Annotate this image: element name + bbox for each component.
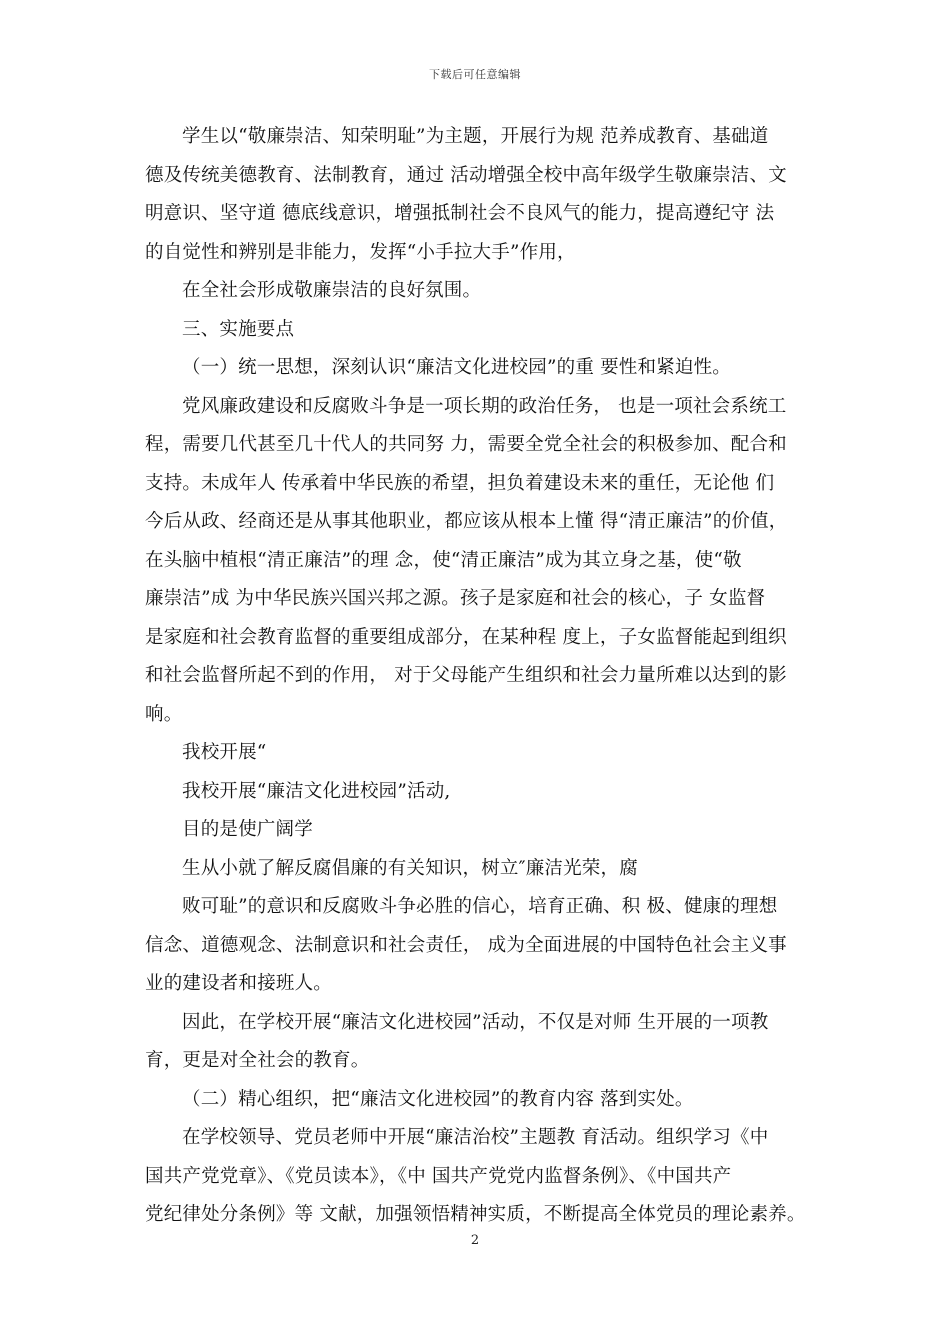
paragraph-therefore	[145, 1004, 817, 1081]
text-line: 目的是使广阔学	[182, 819, 313, 840]
text-line: 党风廉政建设和反腐败斗争是一项长期的政治任务， 也是一项社会系统工	[182, 395, 787, 417]
text-line: 在全社会形成敬廉崇洁的良好氛围。	[182, 280, 482, 301]
paragraph-school-start	[145, 734, 817, 773]
paragraph-leadership	[145, 1119, 817, 1235]
text-line: 学生以“敬廉崇洁、知荣明耻”为主题，开展行为规 范养成教育、基础道	[182, 126, 769, 147]
text-line: 明意识、坚守道 德底线意识，增强抵制社会不良风气的能力，提高遵纪守 法	[145, 203, 775, 224]
document-body	[145, 118, 817, 1235]
page-number: 2	[470, 1233, 480, 1248]
text-line: 党纪律处分条例》等 文献，加强领悟精神实质，不断提高全体党员的理论素养。	[145, 1204, 806, 1225]
heading-text: （二）精心组织，把“廉洁文化进校园”的教育内容 落到实处。	[182, 1088, 694, 1110]
paragraph-values	[145, 888, 817, 1004]
paragraph-anti-corruption	[145, 388, 817, 735]
text-line: 我校开展“	[182, 742, 267, 763]
text-line: 在头脑中植根“清正廉洁”的理 念，使“清正廉洁”成为其立身之基，使“敬	[145, 549, 742, 571]
text-line: 的自觉性和辨别是非能力，发挥“小手拉大手”作用，	[145, 241, 576, 263]
section-heading	[145, 311, 817, 350]
text-line: 在学校领导、党员老师中开展“廉洁治校”主题教 育活动。组织学习《中	[182, 1127, 769, 1148]
text-line: 生从小就了解反腐倡廉的有关知识，树立″廉洁光荣，腐	[182, 857, 638, 879]
heading-text: 三、实施要点	[182, 318, 295, 340]
page-header: 下载后可任意编辑	[429, 68, 521, 81]
paragraph-school-activity	[145, 773, 817, 812]
text-line: 和社会监督所起不到的作用， 对于父母能产生组织和社会力量所难以达到的影	[145, 665, 787, 686]
subsection-heading-1	[145, 349, 817, 388]
text-line: 支持。未成年人 传承着中华民族的希望，担负着建设未来的重任，无论他 们	[145, 472, 775, 494]
text-line: 廉崇洁”成 为中华民族兴国兴邦之源。孩子是家庭和社会的核心，子 女监督	[145, 588, 766, 609]
text-line: 信念、道德观念、法制意识和社会责任， 成为全面进展的中国特色社会主义事	[145, 934, 787, 956]
text-line: 业的建设者和接班人。	[145, 973, 333, 994]
text-line: 今后从政、经商还是从事其他职业，都应该从根本上懂 得“清正廉洁”的价值，	[145, 511, 788, 532]
text-line: 德及传统美德教育、法制教育，通过 活动增强全校中高年级学生敬廉崇洁、文	[145, 164, 787, 186]
subsection-heading-2	[145, 1081, 817, 1120]
text-line: 育，更是对全社会的教育。	[145, 1050, 370, 1071]
paragraph-theme	[145, 118, 817, 272]
text-line: 因此，在学校开展“廉洁文化进校园”活动，不仅是对师 生开展的一项教	[182, 1011, 769, 1033]
paragraph-purpose	[145, 811, 817, 850]
text-line: 响。	[145, 703, 183, 725]
text-line: 程，需要几代甚至几十代人的共同努 力，需要全党全社会的积极参加、配合和	[145, 434, 787, 455]
text-line: 国共产党党章》、《党员读本》，《中 国共产党党内监督条例》、《中国共产	[145, 1165, 732, 1187]
text-line: 败可耻”的意识和反腐败斗争必胜的信心，培育正确、积 极、健康的理想	[182, 896, 778, 917]
heading-text: （一）统一思想，深刻认识“廉洁文化进校园”的重 要性和紧迫性。	[182, 357, 731, 378]
paragraph-students	[145, 850, 817, 889]
text-line: 我校开展“廉洁文化进校园”活动,	[182, 780, 451, 802]
text-line: 是家庭和社会教育监督的重要组成部分，在某种程 度上，子女监督能起到组织	[145, 626, 787, 648]
paragraph-atmosphere	[145, 272, 817, 311]
